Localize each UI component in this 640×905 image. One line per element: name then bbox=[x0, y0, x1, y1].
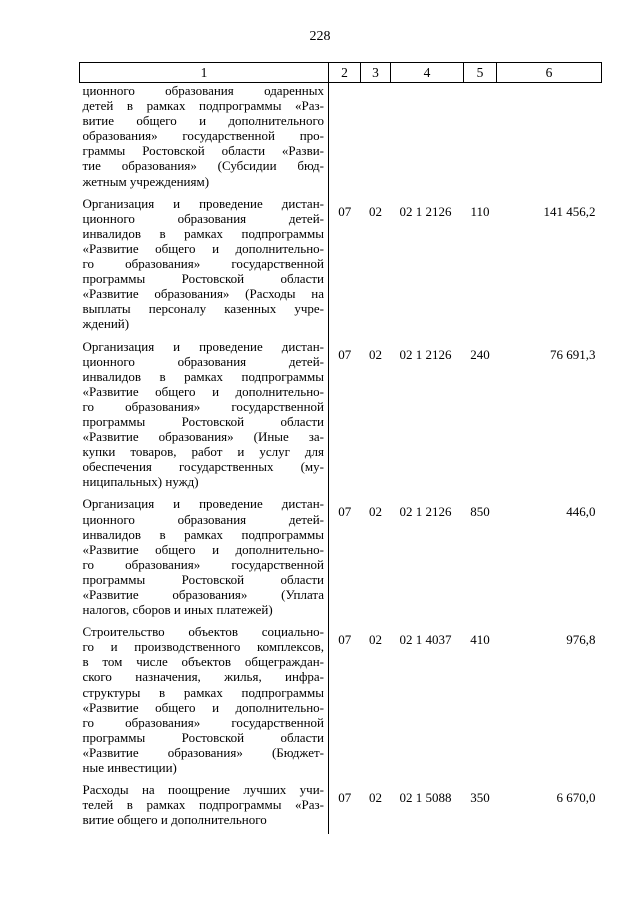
table-row bbox=[80, 624, 602, 782]
expense-type-code: 110 bbox=[470, 203, 490, 219]
description-line: образования» государственной про- bbox=[82, 128, 324, 144]
subsection-code: 02 bbox=[369, 203, 382, 219]
amount: 446,0 bbox=[566, 504, 596, 520]
description-line: го и производственного комплексов, bbox=[82, 639, 324, 655]
subsection-code bbox=[361, 83, 391, 196]
column-header-3: 3 bbox=[361, 63, 391, 83]
subsection-code: 02 bbox=[369, 504, 382, 520]
subsection-code: 02 bbox=[369, 346, 382, 362]
description-line: Организация и проведение дистан- bbox=[82, 496, 324, 512]
target-article-code: 02 1 2126 bbox=[399, 504, 452, 520]
description-line: го образования» государственной bbox=[82, 398, 324, 414]
target-article-code: 02 1 2126 bbox=[399, 346, 452, 362]
expense-description bbox=[80, 624, 329, 782]
description-line: «Развитие общего и дополнительно- bbox=[82, 699, 324, 715]
description-line: го образования» государственной bbox=[82, 556, 324, 572]
expense-description bbox=[80, 339, 329, 497]
table-row bbox=[80, 496, 602, 624]
description-line: Организация и проведение дистан- bbox=[82, 338, 324, 354]
budget-table bbox=[79, 62, 602, 834]
description-line: витие общего и дополнительного bbox=[82, 812, 267, 828]
expense-type-code: 410 bbox=[470, 632, 490, 648]
description-line: «Развитие образования» (Уплата bbox=[82, 587, 324, 602]
description-line: ционного образования детей- bbox=[82, 210, 324, 226]
amount: 6 670,0 bbox=[556, 790, 596, 806]
description-line: ждений) bbox=[82, 316, 130, 332]
description-line: «Развитие образования» (Расходы на bbox=[82, 286, 324, 302]
description-line: го образования» государственной bbox=[82, 256, 324, 272]
expense-type-code: 850 bbox=[470, 504, 490, 520]
column-header-1: 1 bbox=[80, 63, 329, 83]
description-line: программы Ростовской области bbox=[82, 571, 324, 587]
description-line: программы Ростовской области bbox=[82, 729, 324, 745]
section-code: 07 bbox=[338, 203, 352, 219]
description-line: «Развитие образования» (Иные за- bbox=[82, 429, 324, 445]
description-line: телей в рамках подпрограммы «Раз- bbox=[82, 797, 324, 813]
description-line: инвалидов в рамках подпрограммы bbox=[82, 368, 324, 384]
description-line: жетным учреждениям) bbox=[82, 173, 210, 189]
table-row bbox=[80, 782, 602, 834]
column-header-2: 2 bbox=[329, 63, 361, 83]
expense-description bbox=[80, 196, 329, 339]
subsection-code: 02 bbox=[369, 632, 382, 648]
expense-description bbox=[80, 83, 329, 196]
table-row bbox=[80, 339, 602, 497]
amount: 76 691,3 bbox=[550, 346, 596, 362]
amount bbox=[497, 83, 602, 196]
header-row bbox=[80, 63, 602, 83]
column-header-5: 5 bbox=[464, 63, 497, 83]
page-number: 228 bbox=[309, 29, 331, 44]
section-code: 07 bbox=[338, 790, 352, 806]
description-line: ционного образования детей- bbox=[82, 353, 324, 369]
description-line: граммы Ростовской области «Разви- bbox=[82, 143, 324, 159]
amount: 141 456,2 bbox=[543, 203, 596, 219]
amount: 976,8 bbox=[566, 632, 596, 648]
description-line: детей в рамках подпрограммы «Раз- bbox=[82, 98, 324, 114]
section-code: 07 bbox=[338, 632, 352, 648]
description-line: инвалидов в рамках подпрограммы bbox=[82, 526, 324, 542]
description-line: в том числе объектов общеграждан- bbox=[82, 654, 324, 670]
subsection-code: 02 bbox=[369, 790, 382, 806]
description-line: программы Ростовской области bbox=[82, 413, 324, 429]
table-row bbox=[80, 83, 602, 196]
section-code: 07 bbox=[338, 504, 352, 520]
target-article-code bbox=[391, 83, 464, 196]
target-article-code: 02 1 4037 bbox=[399, 632, 452, 648]
table-row bbox=[80, 196, 602, 339]
expense-type-code: 350 bbox=[470, 790, 490, 806]
description-line: «Развитие общего и дополнительно- bbox=[82, 240, 324, 256]
expense-type-code: 240 bbox=[470, 346, 490, 362]
description-line: Организация и проведение дистан- bbox=[82, 195, 324, 211]
description-line: Расходы на поощрение лучших учи- bbox=[82, 782, 324, 798]
description-line: ниципальных) нужд) bbox=[82, 474, 199, 490]
description-line: инвалидов в рамках подпрограммы bbox=[82, 225, 324, 241]
description-line: налогов, сборов и иных платежей) bbox=[82, 602, 273, 618]
description-line: обеспечения государственных (му- bbox=[82, 459, 324, 475]
description-line: Строительство объектов социально- bbox=[82, 624, 324, 640]
description-line: ского назначения, жилья, инфра- bbox=[82, 669, 324, 685]
column-header-4: 4 bbox=[391, 63, 464, 83]
expense-description bbox=[80, 496, 329, 624]
description-line: ционного образования одаренных bbox=[82, 83, 324, 98]
description-line: го образования» государственной bbox=[82, 714, 324, 730]
description-line: ционного образования детей- bbox=[82, 511, 324, 527]
target-article-code: 02 1 2126 bbox=[399, 203, 452, 219]
expense-type-code bbox=[464, 83, 497, 196]
description-line: структуры в рамках подпрограммы bbox=[82, 684, 324, 700]
description-line: тие образования» (Субсидии бюд- bbox=[82, 158, 324, 174]
target-article-code: 02 1 5088 bbox=[399, 790, 452, 806]
expense-description bbox=[80, 782, 329, 834]
description-line: программы Ростовской области bbox=[82, 271, 324, 287]
description-line: витие общего и дополнительного bbox=[82, 113, 324, 129]
description-line: ные инвестиции) bbox=[82, 760, 177, 776]
description-line: «Развитие общего и дополнительно- bbox=[82, 541, 324, 557]
description-line: «Развитие общего и дополнительно- bbox=[82, 383, 324, 399]
column-header-6: 6 bbox=[497, 63, 602, 83]
section-code bbox=[329, 83, 361, 196]
description-line: купки товаров, работ и услуг для bbox=[82, 444, 324, 460]
section-code: 07 bbox=[338, 346, 352, 362]
description-line: выплаты персоналу казенных учре- bbox=[82, 301, 324, 317]
description-line: «Развитие образования» (Бюджет- bbox=[82, 744, 324, 760]
